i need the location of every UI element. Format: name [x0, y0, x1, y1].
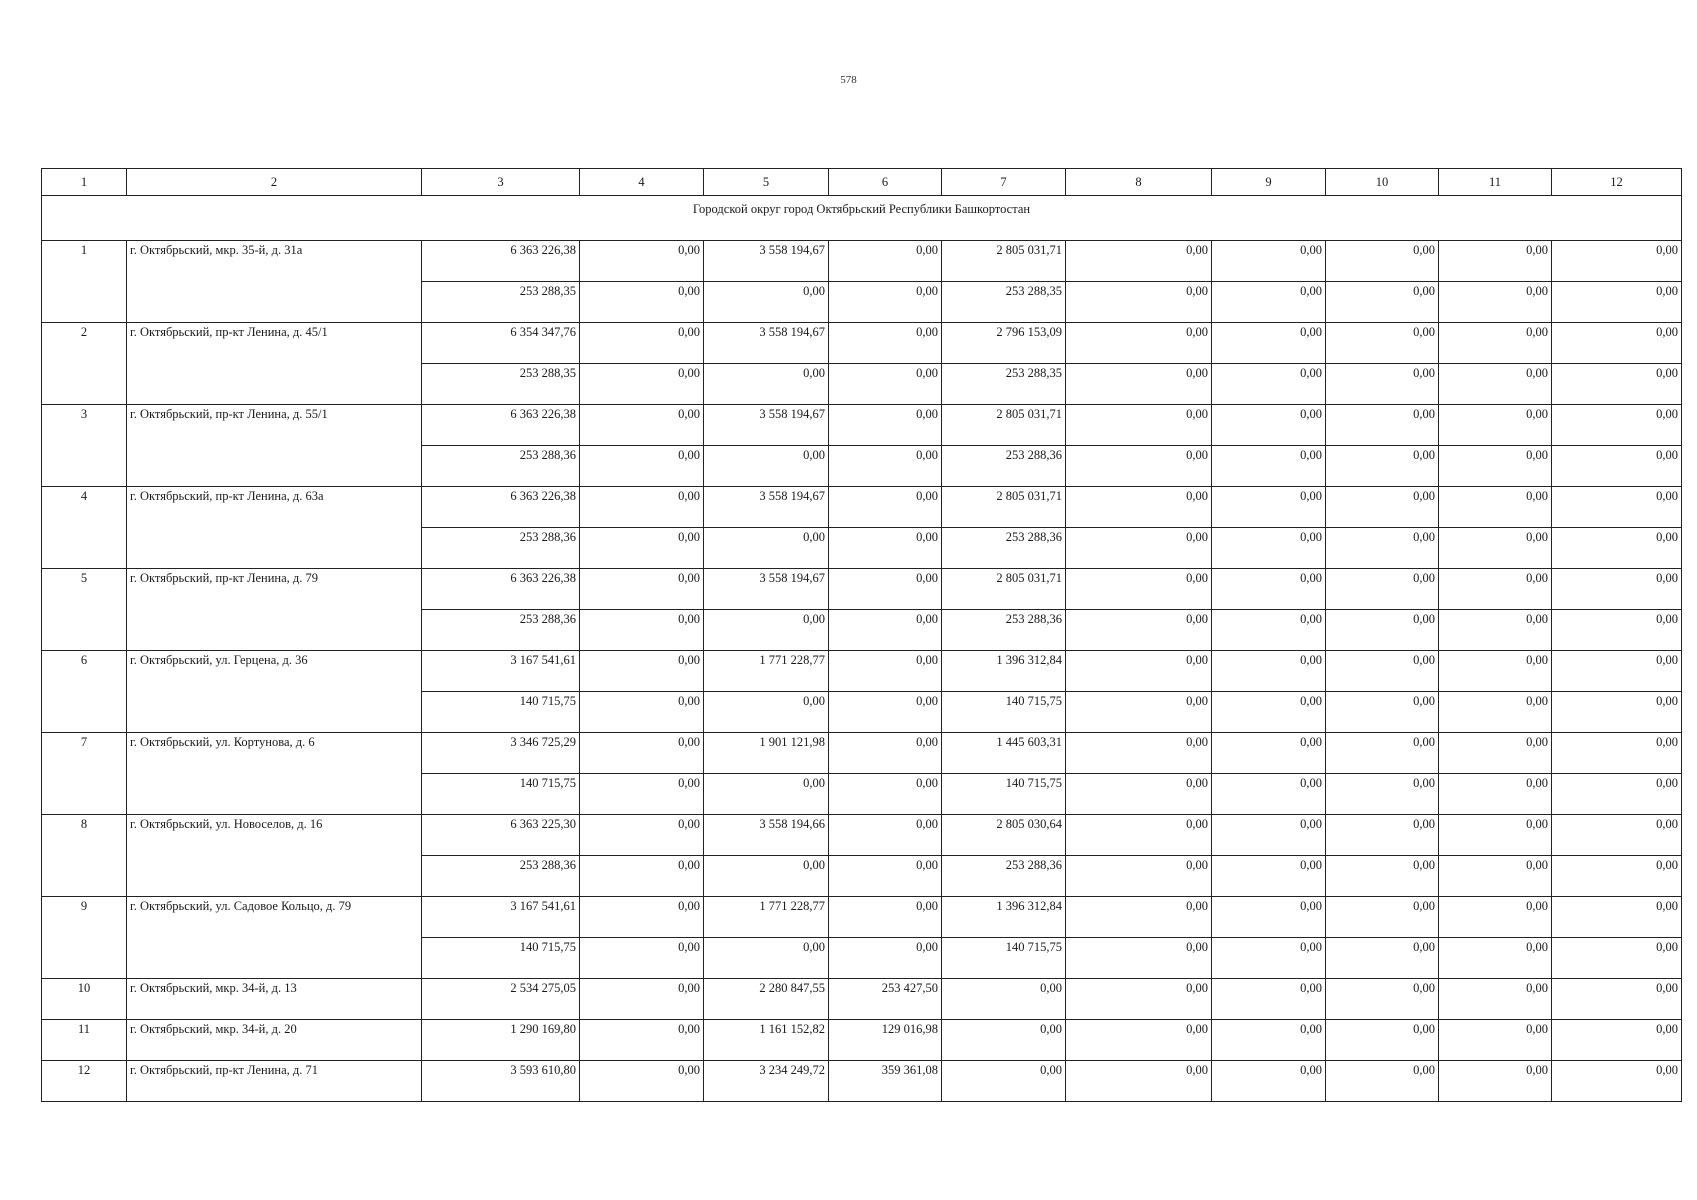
sub-amount-cell-col-4: 0,00 [580, 364, 704, 405]
amount-cell-col-9: 0,00 [1212, 569, 1326, 610]
sub-amount-cell-col-12: 0,00 [1552, 610, 1682, 651]
amount-cell-col-12: 0,00 [1552, 487, 1682, 528]
amount-cell-col-4: 0,00 [580, 487, 704, 528]
amount-cell-col-12: 0,00 [1552, 1061, 1682, 1102]
amount-cell-col-12: 0,00 [1552, 241, 1682, 282]
sub-amount-cell-col-8: 0,00 [1066, 446, 1212, 487]
amount-cell-col-5: 1 771 228,77 [704, 897, 829, 938]
address-cell: г. Октябрьский, мкр. 35-й, д. 31а [127, 241, 422, 323]
amount-cell-col-10: 0,00 [1326, 733, 1439, 774]
sub-amount-cell-col-7: 253 288,36 [942, 446, 1066, 487]
sub-amount-cell-col-6: 0,00 [829, 938, 942, 979]
amount-cell-col-4: 0,00 [580, 1020, 704, 1061]
amount-cell-col-9: 0,00 [1212, 1061, 1326, 1102]
amount-cell-col-7: 0,00 [942, 1061, 1066, 1102]
amount-cell-col-5: 3 558 194,67 [704, 241, 829, 282]
sub-amount-cell-col-6: 0,00 [829, 446, 942, 487]
sub-amount-cell-col-9: 0,00 [1212, 692, 1326, 733]
table-row [42, 487, 1682, 528]
sub-amount-cell-col-11: 0,00 [1439, 938, 1552, 979]
amount-cell-col-10: 0,00 [1326, 897, 1439, 938]
sub-amount-cell-col-4: 0,00 [580, 282, 704, 323]
amount-cell-col-8: 0,00 [1066, 815, 1212, 856]
amount-cell-col-6: 0,00 [829, 897, 942, 938]
amount-cell-col-7: 1 396 312,84 [942, 897, 1066, 938]
amount-cell-col-6: 0,00 [829, 815, 942, 856]
amount-cell-col-9: 0,00 [1212, 979, 1326, 1020]
amount-cell-col-5: 1 771 228,77 [704, 651, 829, 692]
address-cell: г. Октябрьский, мкр. 34-й, д. 13 [127, 979, 422, 1020]
amount-cell-col-12: 0,00 [1552, 815, 1682, 856]
sub-amount-cell-col-8: 0,00 [1066, 610, 1212, 651]
sub-amount-cell-col-12: 0,00 [1552, 856, 1682, 897]
amount-cell-col-3: 1 290 169,80 [422, 1020, 580, 1061]
sub-amount-cell-col-8: 0,00 [1066, 282, 1212, 323]
row-number: 6 [42, 651, 127, 733]
address-cell: г. Октябрьский, пр-кт Ленина, д. 71 [127, 1061, 422, 1102]
sub-amount-cell-col-6: 0,00 [829, 774, 942, 815]
sub-amount-cell-col-3: 253 288,36 [422, 528, 580, 569]
sub-amount-cell-col-8: 0,00 [1066, 774, 1212, 815]
column-header-9: 9 [1212, 169, 1326, 196]
amount-cell-col-7: 2 805 031,71 [942, 487, 1066, 528]
sub-amount-cell-col-10: 0,00 [1326, 282, 1439, 323]
amount-cell-col-8: 0,00 [1066, 1020, 1212, 1061]
amount-cell-col-4: 0,00 [580, 569, 704, 610]
sub-amount-cell-col-12: 0,00 [1552, 364, 1682, 405]
address-cell: г. Октябрьский, ул. Герцена, д. 36 [127, 651, 422, 733]
amount-cell-col-10: 0,00 [1326, 569, 1439, 610]
sub-amount-cell-col-9: 0,00 [1212, 938, 1326, 979]
sub-amount-cell-col-10: 0,00 [1326, 446, 1439, 487]
address-cell: г. Октябрьский, пр-кт Ленина, д. 79 [127, 569, 422, 651]
amount-cell-col-7: 1 396 312,84 [942, 651, 1066, 692]
amount-cell-col-11: 0,00 [1439, 733, 1552, 774]
amount-cell-col-5: 3 558 194,67 [704, 323, 829, 364]
amount-cell-col-3: 6 363 226,38 [422, 569, 580, 610]
sub-amount-cell-col-9: 0,00 [1212, 446, 1326, 487]
amount-cell-col-4: 0,00 [580, 1061, 704, 1102]
amount-cell-col-12: 0,00 [1552, 979, 1682, 1020]
row-number: 8 [42, 815, 127, 897]
amount-cell-col-12: 0,00 [1552, 897, 1682, 938]
sub-amount-cell-col-4: 0,00 [580, 610, 704, 651]
amount-cell-col-5: 3 558 194,66 [704, 815, 829, 856]
amount-cell-col-3: 3 593 610,80 [422, 1061, 580, 1102]
table-row [42, 979, 1682, 1020]
sub-amount-cell-col-9: 0,00 [1212, 856, 1326, 897]
sub-amount-cell-col-10: 0,00 [1326, 938, 1439, 979]
amount-cell-col-6: 359 361,08 [829, 1061, 942, 1102]
sub-amount-cell-col-8: 0,00 [1066, 856, 1212, 897]
amount-cell-col-12: 0,00 [1552, 733, 1682, 774]
amount-cell-col-7: 0,00 [942, 979, 1066, 1020]
sub-amount-cell-col-3: 140 715,75 [422, 938, 580, 979]
table-row [42, 1020, 1682, 1061]
column-header-3: 3 [422, 169, 580, 196]
sub-amount-cell-col-4: 0,00 [580, 528, 704, 569]
address-cell: г. Октябрьский, пр-кт Ленина, д. 45/1 [127, 323, 422, 405]
column-header-7: 7 [942, 169, 1066, 196]
column-header-8: 8 [1066, 169, 1212, 196]
column-header-1: 1 [42, 169, 127, 196]
amount-cell-col-9: 0,00 [1212, 241, 1326, 282]
sub-amount-cell-col-7: 253 288,35 [942, 282, 1066, 323]
amount-cell-col-12: 0,00 [1552, 1020, 1682, 1061]
table-body [42, 169, 1682, 1102]
amount-cell-col-6: 0,00 [829, 487, 942, 528]
amount-cell-col-11: 0,00 [1439, 815, 1552, 856]
row-number: 2 [42, 323, 127, 405]
table-row [42, 323, 1682, 364]
amount-cell-col-9: 0,00 [1212, 733, 1326, 774]
sub-amount-cell-col-3: 253 288,35 [422, 364, 580, 405]
amount-cell-col-10: 0,00 [1326, 405, 1439, 446]
row-number: 7 [42, 733, 127, 815]
sub-amount-cell-col-11: 0,00 [1439, 692, 1552, 733]
amount-cell-col-4: 0,00 [580, 733, 704, 774]
amount-cell-col-6: 0,00 [829, 241, 942, 282]
column-header-4: 4 [580, 169, 704, 196]
sub-amount-cell-col-5: 0,00 [704, 364, 829, 405]
sub-amount-cell-col-12: 0,00 [1552, 282, 1682, 323]
amount-cell-col-11: 0,00 [1439, 897, 1552, 938]
row-number: 4 [42, 487, 127, 569]
amount-cell-col-11: 0,00 [1439, 1061, 1552, 1102]
sub-amount-cell-col-10: 0,00 [1326, 528, 1439, 569]
sub-amount-cell-col-5: 0,00 [704, 938, 829, 979]
amount-cell-col-6: 253 427,50 [829, 979, 942, 1020]
table-row [42, 733, 1682, 774]
page-number: 578 [840, 74, 857, 86]
amount-cell-col-3: 3 167 541,61 [422, 651, 580, 692]
amount-cell-col-8: 0,00 [1066, 979, 1212, 1020]
sub-amount-cell-col-5: 0,00 [704, 692, 829, 733]
sub-amount-cell-col-8: 0,00 [1066, 364, 1212, 405]
address-cell: г. Октябрьский, ул. Садовое Кольцо, д. 79 [127, 897, 422, 979]
table-row [42, 241, 1682, 282]
sub-amount-cell-col-6: 0,00 [829, 364, 942, 405]
sub-amount-cell-col-6: 0,00 [829, 528, 942, 569]
amount-cell-col-4: 0,00 [580, 651, 704, 692]
amount-cell-col-10: 0,00 [1326, 241, 1439, 282]
sub-amount-cell-col-5: 0,00 [704, 610, 829, 651]
sub-amount-cell-col-7: 253 288,36 [942, 856, 1066, 897]
sub-amount-cell-col-12: 0,00 [1552, 528, 1682, 569]
amount-cell-col-9: 0,00 [1212, 897, 1326, 938]
sub-amount-cell-col-3: 253 288,36 [422, 610, 580, 651]
address-cell: г. Октябрьский, ул. Кортунова, д. 6 [127, 733, 422, 815]
amount-cell-col-9: 0,00 [1212, 323, 1326, 364]
amount-cell-col-5: 2 280 847,55 [704, 979, 829, 1020]
table-row [42, 1061, 1682, 1102]
amount-cell-col-8: 0,00 [1066, 569, 1212, 610]
amount-cell-col-3: 6 354 347,76 [422, 323, 580, 364]
amount-cell-col-4: 0,00 [580, 815, 704, 856]
amount-cell-col-9: 0,00 [1212, 651, 1326, 692]
row-number: 5 [42, 569, 127, 651]
sub-amount-cell-col-7: 253 288,36 [942, 610, 1066, 651]
amount-cell-col-5: 1 901 121,98 [704, 733, 829, 774]
region-title: Городской округ город Октябрьский Республики Башкортостан [42, 196, 1682, 241]
sub-amount-cell-col-3: 140 715,75 [422, 692, 580, 733]
sub-amount-cell-col-11: 0,00 [1439, 528, 1552, 569]
amount-cell-col-11: 0,00 [1439, 1020, 1552, 1061]
amount-cell-col-8: 0,00 [1066, 1061, 1212, 1102]
column-header-12: 12 [1552, 169, 1682, 196]
sub-amount-cell-col-6: 0,00 [829, 692, 942, 733]
sub-amount-cell-col-4: 0,00 [580, 774, 704, 815]
amount-cell-col-4: 0,00 [580, 897, 704, 938]
amount-cell-col-4: 0,00 [580, 241, 704, 282]
sub-amount-cell-col-12: 0,00 [1552, 692, 1682, 733]
amount-cell-col-8: 0,00 [1066, 241, 1212, 282]
amount-cell-col-10: 0,00 [1326, 979, 1439, 1020]
table-row [42, 405, 1682, 446]
amount-cell-col-8: 0,00 [1066, 405, 1212, 446]
sub-amount-cell-col-3: 253 288,36 [422, 856, 580, 897]
region-row [42, 196, 1682, 241]
amount-cell-col-12: 0,00 [1552, 651, 1682, 692]
amount-cell-col-3: 6 363 226,38 [422, 241, 580, 282]
amount-cell-col-3: 2 534 275,05 [422, 979, 580, 1020]
sub-amount-cell-col-8: 0,00 [1066, 692, 1212, 733]
sub-amount-cell-col-9: 0,00 [1212, 528, 1326, 569]
row-number: 11 [42, 1020, 127, 1061]
row-number: 9 [42, 897, 127, 979]
sub-amount-cell-col-3: 253 288,36 [422, 446, 580, 487]
sub-amount-cell-col-8: 0,00 [1066, 938, 1212, 979]
amount-cell-col-9: 0,00 [1212, 1020, 1326, 1061]
address-cell: г. Октябрьский, пр-кт Ленина, д. 63а [127, 487, 422, 569]
sub-amount-cell-col-4: 0,00 [580, 938, 704, 979]
sub-amount-cell-col-10: 0,00 [1326, 692, 1439, 733]
amount-cell-col-3: 6 363 226,38 [422, 487, 580, 528]
sub-amount-cell-col-12: 0,00 [1552, 774, 1682, 815]
sub-amount-cell-col-10: 0,00 [1326, 610, 1439, 651]
sub-amount-cell-col-10: 0,00 [1326, 364, 1439, 405]
amount-cell-col-6: 0,00 [829, 569, 942, 610]
column-header-10: 10 [1326, 169, 1439, 196]
sub-amount-cell-col-5: 0,00 [704, 856, 829, 897]
sub-amount-cell-col-11: 0,00 [1439, 856, 1552, 897]
table-row [42, 569, 1682, 610]
amount-cell-col-4: 0,00 [580, 405, 704, 446]
address-cell: г. Октябрьский, мкр. 34-й, д. 20 [127, 1020, 422, 1061]
sub-amount-cell-col-12: 0,00 [1552, 938, 1682, 979]
row-number: 3 [42, 405, 127, 487]
amount-cell-col-4: 0,00 [580, 323, 704, 364]
amount-cell-col-11: 0,00 [1439, 323, 1552, 364]
amount-cell-col-3: 6 363 226,38 [422, 405, 580, 446]
amount-cell-col-5: 3 558 194,67 [704, 405, 829, 446]
table-row [42, 815, 1682, 856]
address-cell: г. Октябрьский, пр-кт Ленина, д. 55/1 [127, 405, 422, 487]
amount-cell-col-7: 2 796 153,09 [942, 323, 1066, 364]
sub-amount-cell-col-5: 0,00 [704, 774, 829, 815]
amount-cell-col-3: 3 346 725,29 [422, 733, 580, 774]
amount-cell-col-4: 0,00 [580, 979, 704, 1020]
data-table [41, 168, 1682, 1102]
amount-cell-col-8: 0,00 [1066, 733, 1212, 774]
amount-cell-col-3: 3 167 541,61 [422, 897, 580, 938]
row-number: 12 [42, 1061, 127, 1102]
sub-amount-cell-col-9: 0,00 [1212, 364, 1326, 405]
sub-amount-cell-col-9: 0,00 [1212, 774, 1326, 815]
sub-amount-cell-col-4: 0,00 [580, 446, 704, 487]
column-header-11: 11 [1439, 169, 1552, 196]
sub-amount-cell-col-11: 0,00 [1439, 364, 1552, 405]
row-number: 1 [42, 241, 127, 323]
sub-amount-cell-col-6: 0,00 [829, 282, 942, 323]
sub-amount-cell-col-4: 0,00 [580, 856, 704, 897]
table-row [42, 651, 1682, 692]
row-number: 10 [42, 979, 127, 1020]
sub-amount-cell-col-9: 0,00 [1212, 282, 1326, 323]
sub-amount-cell-col-10: 0,00 [1326, 774, 1439, 815]
amount-cell-col-7: 2 805 030,64 [942, 815, 1066, 856]
amount-cell-col-10: 0,00 [1326, 487, 1439, 528]
amount-cell-col-3: 6 363 225,30 [422, 815, 580, 856]
sub-amount-cell-col-7: 140 715,75 [942, 692, 1066, 733]
sub-amount-cell-col-7: 140 715,75 [942, 774, 1066, 815]
amount-cell-col-9: 0,00 [1212, 405, 1326, 446]
amount-cell-col-10: 0,00 [1326, 323, 1439, 364]
amount-cell-col-8: 0,00 [1066, 323, 1212, 364]
sub-amount-cell-col-5: 0,00 [704, 282, 829, 323]
amount-cell-col-8: 0,00 [1066, 651, 1212, 692]
amount-cell-col-5: 3 234 249,72 [704, 1061, 829, 1102]
amount-cell-col-10: 0,00 [1326, 1020, 1439, 1061]
column-header-2: 2 [127, 169, 422, 196]
amount-cell-col-11: 0,00 [1439, 569, 1552, 610]
amount-cell-col-7: 2 805 031,71 [942, 569, 1066, 610]
sub-amount-cell-col-3: 253 288,35 [422, 282, 580, 323]
sub-amount-cell-col-7: 140 715,75 [942, 938, 1066, 979]
column-number-row [42, 169, 1682, 196]
amount-cell-col-10: 0,00 [1326, 651, 1439, 692]
sub-amount-cell-col-10: 0,00 [1326, 856, 1439, 897]
amount-cell-col-5: 3 558 194,67 [704, 569, 829, 610]
amount-cell-col-12: 0,00 [1552, 323, 1682, 364]
sub-amount-cell-col-7: 253 288,35 [942, 364, 1066, 405]
sub-amount-cell-col-11: 0,00 [1439, 610, 1552, 651]
amount-cell-col-8: 0,00 [1066, 487, 1212, 528]
sub-amount-cell-col-9: 0,00 [1212, 610, 1326, 651]
amount-cell-col-8: 0,00 [1066, 897, 1212, 938]
sub-amount-cell-col-5: 0,00 [704, 528, 829, 569]
amount-cell-col-5: 1 161 152,82 [704, 1020, 829, 1061]
amount-cell-col-7: 2 805 031,71 [942, 405, 1066, 446]
sub-amount-cell-col-5: 0,00 [704, 446, 829, 487]
sub-amount-cell-col-3: 140 715,75 [422, 774, 580, 815]
amount-cell-col-10: 0,00 [1326, 815, 1439, 856]
sub-amount-cell-col-11: 0,00 [1439, 446, 1552, 487]
amount-cell-col-11: 0,00 [1439, 651, 1552, 692]
sub-amount-cell-col-6: 0,00 [829, 610, 942, 651]
amount-cell-col-6: 0,00 [829, 405, 942, 446]
sub-amount-cell-col-12: 0,00 [1552, 446, 1682, 487]
sub-amount-cell-col-11: 0,00 [1439, 774, 1552, 815]
amount-cell-col-11: 0,00 [1439, 487, 1552, 528]
address-cell: г. Октябрьский, ул. Новоселов, д. 16 [127, 815, 422, 897]
amount-cell-col-7: 1 445 603,31 [942, 733, 1066, 774]
amount-cell-col-5: 3 558 194,67 [704, 487, 829, 528]
sub-amount-cell-col-7: 253 288,36 [942, 528, 1066, 569]
column-header-5: 5 [704, 169, 829, 196]
table-row [42, 897, 1682, 938]
amount-cell-col-6: 0,00 [829, 323, 942, 364]
sub-amount-cell-col-8: 0,00 [1066, 528, 1212, 569]
amount-cell-col-9: 0,00 [1212, 487, 1326, 528]
column-header-6: 6 [829, 169, 942, 196]
amount-cell-col-11: 0,00 [1439, 241, 1552, 282]
amount-cell-col-6: 129 016,98 [829, 1020, 942, 1061]
amount-cell-col-6: 0,00 [829, 733, 942, 774]
amount-cell-col-12: 0,00 [1552, 405, 1682, 446]
amount-cell-col-7: 2 805 031,71 [942, 241, 1066, 282]
amount-cell-col-7: 0,00 [942, 1020, 1066, 1061]
amount-cell-col-9: 0,00 [1212, 815, 1326, 856]
amount-cell-col-11: 0,00 [1439, 405, 1552, 446]
amount-cell-col-6: 0,00 [829, 651, 942, 692]
sub-amount-cell-col-11: 0,00 [1439, 282, 1552, 323]
sub-amount-cell-col-6: 0,00 [829, 856, 942, 897]
amount-cell-col-12: 0,00 [1552, 569, 1682, 610]
amount-cell-col-10: 0,00 [1326, 1061, 1439, 1102]
sub-amount-cell-col-4: 0,00 [580, 692, 704, 733]
amount-cell-col-11: 0,00 [1439, 979, 1552, 1020]
